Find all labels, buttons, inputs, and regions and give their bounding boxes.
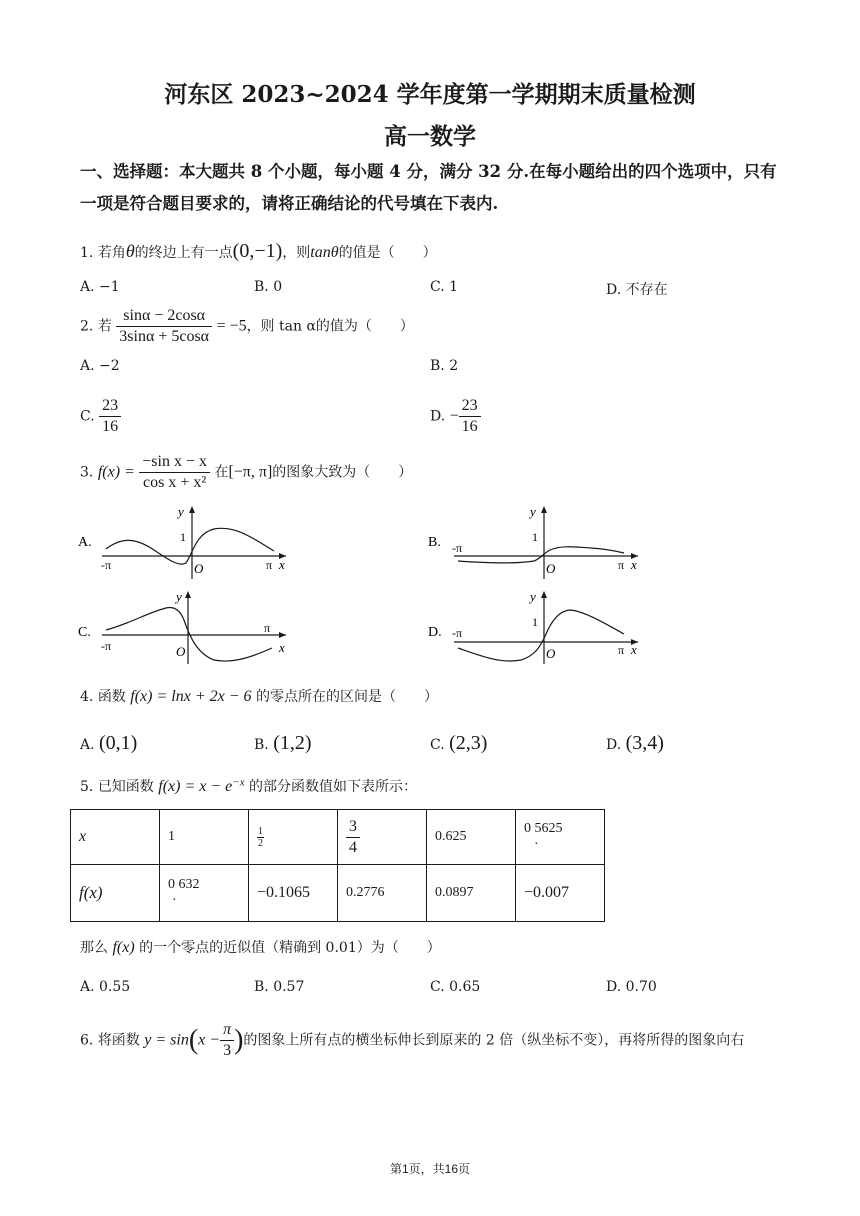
q2-option-b[interactable]: B. 2 — [430, 358, 459, 374]
curve — [458, 610, 624, 661]
y-axis-arrow — [185, 591, 191, 598]
pi-label: π — [264, 621, 271, 635]
table-cell: 0.2776 — [338, 865, 427, 922]
neg-pi-label: -π — [101, 558, 112, 572]
question-1: 1. 若角θ的终边上有一点(0,−1)，则tanθ的值是（ ） — [80, 240, 437, 262]
q2-fraction: $\frac{\sin\alpha - 2\cos\alpha}{3\sin\alpha + 5\cos\alpha}$ — [116, 306, 212, 347]
exam-title: 河东区 2023~2024 学年度第一学期期末质量检测 — [164, 81, 696, 108]
q5-option-c[interactable]: C. 0.65 — [430, 979, 481, 995]
exam-subject: 高一数学 — [384, 123, 476, 150]
origin-label: O — [194, 561, 204, 576]
q3-fraction: $\frac{\text{−sin x − x}}{\text{cos x + x²}}$ — [139, 452, 210, 493]
value-table — [70, 809, 605, 922]
x-axis-arrow — [279, 632, 286, 638]
one-label: 1 — [180, 530, 186, 544]
y-axis-arrow — [541, 506, 547, 513]
table-cell: 0.625 — [427, 810, 516, 865]
origin-label: O — [546, 646, 556, 661]
q4-option-a[interactable]: A. (0,1) — [80, 732, 138, 754]
table-cell: 1 — [160, 810, 249, 865]
section-instructions: 一、选择题：本大题共 8 个小题，每小题 4 分，满分 32 分.在每小题给出的四个选项中，只有一项是符合题目要求的，请将正确结论的代号填在下表内. — [80, 162, 777, 213]
pi-label: π — [266, 558, 273, 572]
graph-option-label: B. — [428, 535, 441, 550]
table-row — [71, 810, 605, 865]
neg-pi-label: -π — [101, 639, 112, 653]
y-label: y — [530, 505, 536, 519]
graph-option-label: A. — [78, 535, 92, 550]
x-label: x — [631, 642, 637, 657]
curve — [106, 608, 272, 662]
origin-label: O — [546, 561, 556, 576]
q5-option-d[interactable]: D. 0.70 — [606, 979, 657, 995]
x-label: x — [279, 640, 285, 655]
q4-option-b[interactable]: B. (1,2) — [254, 732, 312, 754]
page-footer: 第1页，共16页 — [389, 1162, 471, 1176]
curve — [458, 547, 624, 563]
q4-option-d[interactable]: D. (3,4) — [606, 732, 664, 754]
table-cell: −0.007 — [516, 865, 605, 922]
question-6: 6. 将函数 y = sin(x − $\frac{\pi}{3}$ )的图象上所有点的横坐标伸长到原来的 2 倍（纵坐标不变），再将所得的图象向右 — [80, 1021, 745, 1059]
pi-label: π — [618, 643, 625, 657]
curve — [106, 528, 274, 564]
q3-graph-c[interactable] — [74, 590, 304, 665]
q5-option-a[interactable]: A. 0.55 — [80, 979, 131, 995]
y-axis-arrow — [541, 591, 547, 598]
neg-pi-label: -π — [452, 626, 463, 640]
table-cell: $\frac{3}{4}$ — [338, 810, 427, 865]
pi-label: π — [618, 558, 625, 572]
q3-graph-a[interactable] — [74, 505, 304, 580]
table-cell: $\frac{1}{2}$ — [249, 810, 338, 865]
question-5-followup: 那么 f(x) 的一个零点的近似值（精确到 0.01）为（ ） — [80, 939, 441, 956]
neg-pi-label: -π — [452, 541, 463, 555]
q5-option-b[interactable]: B. 0.57 — [254, 979, 305, 995]
q2-option-a[interactable]: A. −2 — [80, 358, 120, 374]
graph-option-label: D. — [428, 625, 442, 640]
table-cell: x — [71, 810, 160, 865]
question-2: 2. 若 $\frac{\sin\alpha - 2\cos\alpha}{3\sin\alpha + 5\cos\alpha}$ = −5，则 tan α的值为（ ） — [80, 307, 414, 345]
q2-option-c[interactable]: C. $\frac{23}{16}$ — [80, 396, 121, 437]
table-cell: −0.1065 — [249, 865, 338, 922]
table-cell: 0 632 · — [160, 865, 249, 922]
table-cell: 0.0897 — [427, 865, 516, 922]
y-axis-arrow — [189, 506, 195, 513]
x-label: x — [279, 557, 285, 572]
graph-option-label: C. — [78, 625, 91, 640]
question-4: 4. 函数 f(x) = lnx + 2x − 6 的零点所在的区间是（ ） — [80, 688, 438, 705]
q3-graph-d[interactable] — [426, 590, 656, 665]
q1-option-a[interactable]: A. −1 — [80, 279, 120, 295]
question-number: 1. — [80, 245, 94, 261]
q1-option-b[interactable]: B. 0 — [254, 279, 283, 295]
q1-option-c[interactable]: C. 1 — [430, 279, 459, 295]
q3-graph-b[interactable] — [426, 505, 656, 580]
q4-option-c[interactable]: C. (2,3) — [430, 732, 488, 754]
question-5: 5. 已知函数 $f(x) = x - e^{-x}$ 的部分函数值如下表所示： — [80, 776, 418, 795]
q2-option-d[interactable]: D. − $\frac{23}{16}$ — [430, 396, 481, 437]
table-row — [71, 865, 605, 922]
y-label: y — [178, 505, 184, 519]
origin-label: O — [176, 644, 186, 659]
table-cell: f(x) — [71, 865, 160, 922]
y-label: y — [530, 590, 536, 604]
q1-option-d[interactable]: D. 不存在 — [606, 282, 668, 298]
question-3: 3. f(x) = $\frac{\text{−sin x − x}}{\text{cos x + x²}}$ 在[−π, π]的图象大致为（ ） — [80, 453, 413, 491]
table-cell: 0 5625 · — [516, 810, 605, 865]
x-label: x — [631, 557, 637, 572]
one-label: 1 — [532, 615, 538, 629]
y-label: y — [176, 590, 182, 604]
one-label: 1 — [532, 530, 538, 544]
